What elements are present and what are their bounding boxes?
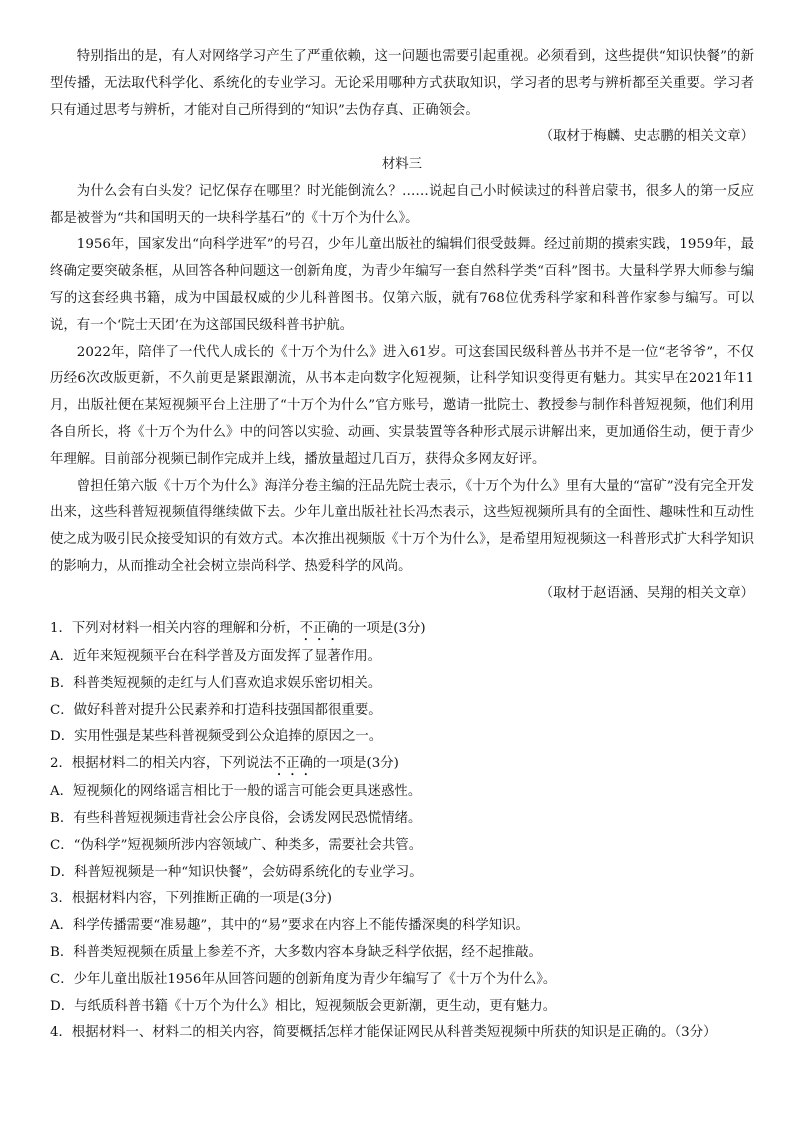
question-stem: 4．根据材料一、材料二的相关内容，简要概括怎样才能保证网民从科普类短视频中所获的知识是正确的。（3分） — [50, 1025, 717, 1041]
material3-source: （取材于赵语涵、吴翔的相关文章） — [539, 585, 754, 601]
material3-paragraph-3: 2022年，陪伴了一代代人成长的《十万个为什么》进入61岁。可这套国民级科普丛书并不是一位“老爷爷”，不仅历经6次改版更新，不久前更是紧跟潮流，从书本走向数字化短视频，让科学知识变得更有魅力。其实早在2021年11月，出版社便在某短视频平台上注册了“十万个为什么”官方账号，邀请一批院士、教授参与制作科普短视频，他们利用各自所长，将《十万个为什么》中的问答以实验、动画、实景装置等各种形式展示讲解出来，更加通俗生动，便于青少年理解。目前部分视频已制作完成并上线，播放量超过几百万，获得众多网友好评。 — [50, 344, 754, 467]
question-stem: 2．根据材料二的相关内容，下列说法不正确的一项是(3分) — [50, 756, 399, 772]
material2-paragraph: 特别指出的是，有人对网络学习产生了严重依赖，这一问题也需要引起重视。必须看到，这些提供“知识快餐”的新型传播，无法取代科学化、系统化的专业学习。无论采用哪种方式获取知识，学习者的思考与辨析都至关重要。学习者只有通过思考与辨析，才能对自己所得到的“知识”去伪存真、正确领会。 — [50, 49, 754, 118]
material3-paragraph-4: 曾担任第六版《十万个为什么》海洋分卷主编的汪品先院士表示，《十万个为什么》里有大量的“富矿”没有完全开发出来，这些科普短视频值得继续做下去。少年儿童出版社社长冯杰表示，这些短视频所具有的全面性、趣味性和互动性使之成为吸引民众接受知识的有效方式。本次推出视频版《十万个为什么》，是希望用短视频这一科普形式扩大科学知识的影响力，从而推动全社会树立崇尚科学、热爱科学的风尚。 — [50, 478, 754, 574]
emphasis-mark: 不正确 — [299, 621, 340, 636]
material3-paragraph-1: 为什么会有白头发？记忆保存在哪里？时光能倒流么？……说起自己小时候读过的科普启蒙书，很多人的第一反应都是被誉为“共和国明天的一块科学基石”的《十万个为什么》。 — [50, 183, 754, 226]
option-c: C．“伪科学”短视频所涉内容领域广、种类多，需要社会共管。 — [50, 837, 423, 853]
material3-paragraph-2: 1956年，国家发出“向科学进军”的号召，少年儿童出版社的编辑们很受鼓舞。经过前期的摸索实践，1959年，最终确定要突破条框，从回答各种问题这一创新角度，为青少年编写一套自然科学类“百科”图书。大量科学界大师参与编写的这套经典书籍，成为中国最权威的少儿科普图书。仅第六版，就有768位优秀科学家和科普作家参与编写。可以说，有一个‘院士天团’在为这部国民级科普书护航。 — [50, 237, 754, 333]
question-1 — [50, 616, 754, 751]
option-c: C．做好科普对提升公民素养和打造科技强国都很重要。 — [50, 702, 382, 718]
material2-source: （取材于梅麟、史志鹏的相关文章） — [539, 129, 754, 145]
question-3 — [50, 886, 754, 1020]
option-d: D．科普短视频是一种“知识快餐”，会妨碍系统化的专业学习。 — [50, 864, 423, 880]
option-d: D．与纸质科普书籍《十万个为什么》相比，短视频版会更新潮，更生动，更有魅力。 — [50, 998, 557, 1014]
question-4 — [50, 1020, 754, 1047]
question-stem: 3．根据材料内容，下列推断正确的一项是(3分) — [50, 891, 332, 907]
emphasis-mark: 不正确 — [272, 756, 313, 772]
question-2 — [50, 751, 754, 886]
material2-tail — [50, 44, 754, 151]
material3 — [50, 152, 754, 608]
option-b: B．科普类短视频的走红与人们喜欢追求娱乐密切相关。 — [50, 675, 382, 691]
option-a: A．科学传播需要“准易趣”，其中的“易”要求在内容上不能传播深奥的科学知识。 — [50, 918, 529, 934]
option-d: D．实用性强是某些科普视频受到公众追捧的原因之一。 — [50, 729, 383, 745]
option-a: A．短视频化的网络谣言相比于一般的谣言可能会更具迷惑性。 — [50, 784, 422, 800]
questions — [50, 616, 754, 1047]
material3-heading: 材料三 — [381, 157, 423, 172]
option-c: C．少年儿童出版社1956年从回答问题的创新角度为青少年编写了《十万个为什么》。 — [50, 971, 557, 987]
question-stem: 1．下列对材料一相关内容的理解和分析，不正确的一项是(3分) — [50, 621, 426, 636]
option-b: B．科普类短视频在质量上参差不齐，大多数内容本身缺乏科学依据，经不起推敲。 — [50, 944, 542, 960]
option-a: A．近年来短视频平台在科学普及方面发挥了显著作用。 — [50, 649, 382, 664]
option-b: B．有些科普短视频违背社会公序良俗，会诱发网民恐慌情绪。 — [50, 810, 422, 826]
